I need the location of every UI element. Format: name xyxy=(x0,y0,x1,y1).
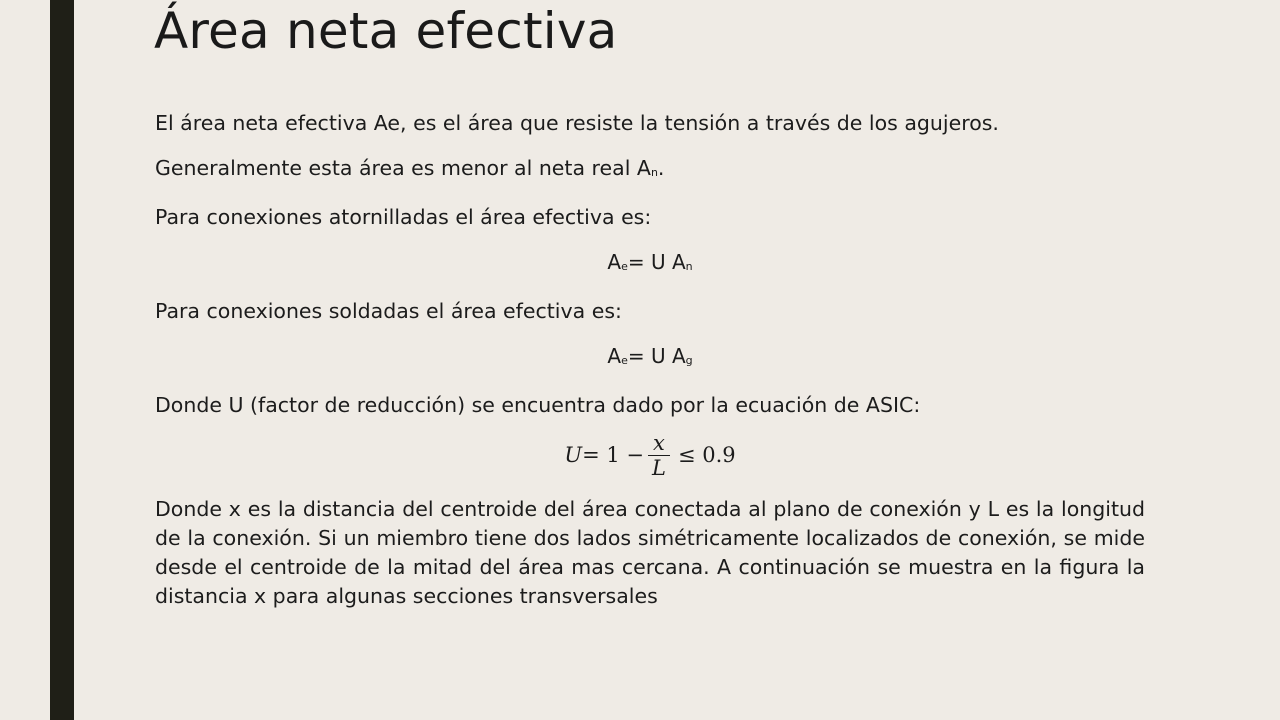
reduction-factor-formula xyxy=(155,425,1145,485)
formula-fraction xyxy=(648,431,670,480)
text-line-reduction-factor: Donde U (factor de reducción) se encuentra dado por la ecuación de ASIC: xyxy=(155,393,921,417)
text-line-net-area xyxy=(155,155,1145,186)
eq2-rhs-sub: g xyxy=(685,354,693,367)
formula-rhs: ≤ 0.9 xyxy=(677,442,736,467)
net-area-subscript: n xyxy=(650,166,658,179)
formula-eq: = 1 − xyxy=(582,442,644,467)
formula-denominator: L xyxy=(648,455,670,480)
eq1-rhs-sub: n xyxy=(685,260,693,273)
eq2-mid: = U A xyxy=(627,344,686,368)
net-area-suffix: . xyxy=(657,156,665,180)
equation-welded xyxy=(155,343,1145,374)
eq2-lhs: A xyxy=(607,344,622,368)
eq2-lhs-sub: e xyxy=(621,354,628,367)
equation-bolted xyxy=(155,249,1145,280)
eq1-lhs: A xyxy=(607,250,622,274)
eq1-lhs-sub: e xyxy=(621,260,628,273)
slide-title: Área neta efectiva xyxy=(154,2,618,60)
text-line-welded: Para conexiones soldadas el área efectiva es: xyxy=(155,299,622,323)
text-line-definition: El área neta efectiva Ae, es el área que resiste la tensión a través de los agujeros. xyxy=(155,111,999,135)
formula-numerator: x xyxy=(653,430,665,455)
formula-lhs: U xyxy=(564,442,583,467)
slide-body xyxy=(155,110,1145,611)
eq1-mid: = U A xyxy=(627,250,686,274)
accent-bar xyxy=(50,0,74,720)
net-area-text: Generalmente esta área es menor al neta real A xyxy=(155,156,651,180)
text-line-bolted: Para conexiones atornilladas el área efectiva es: xyxy=(155,205,652,229)
explanation-paragraph: Donde x es la distancia del centroide del área conectada al plano de conexión y L es la longitud de la conexión. Si un miembro tiene dos lados simétricamente localizados de conexión, se mide desde el centroide de la mitad del área mas cercana. A continuación se muestra en la figura la distancia x para algunas secciones transversales xyxy=(155,497,1145,608)
